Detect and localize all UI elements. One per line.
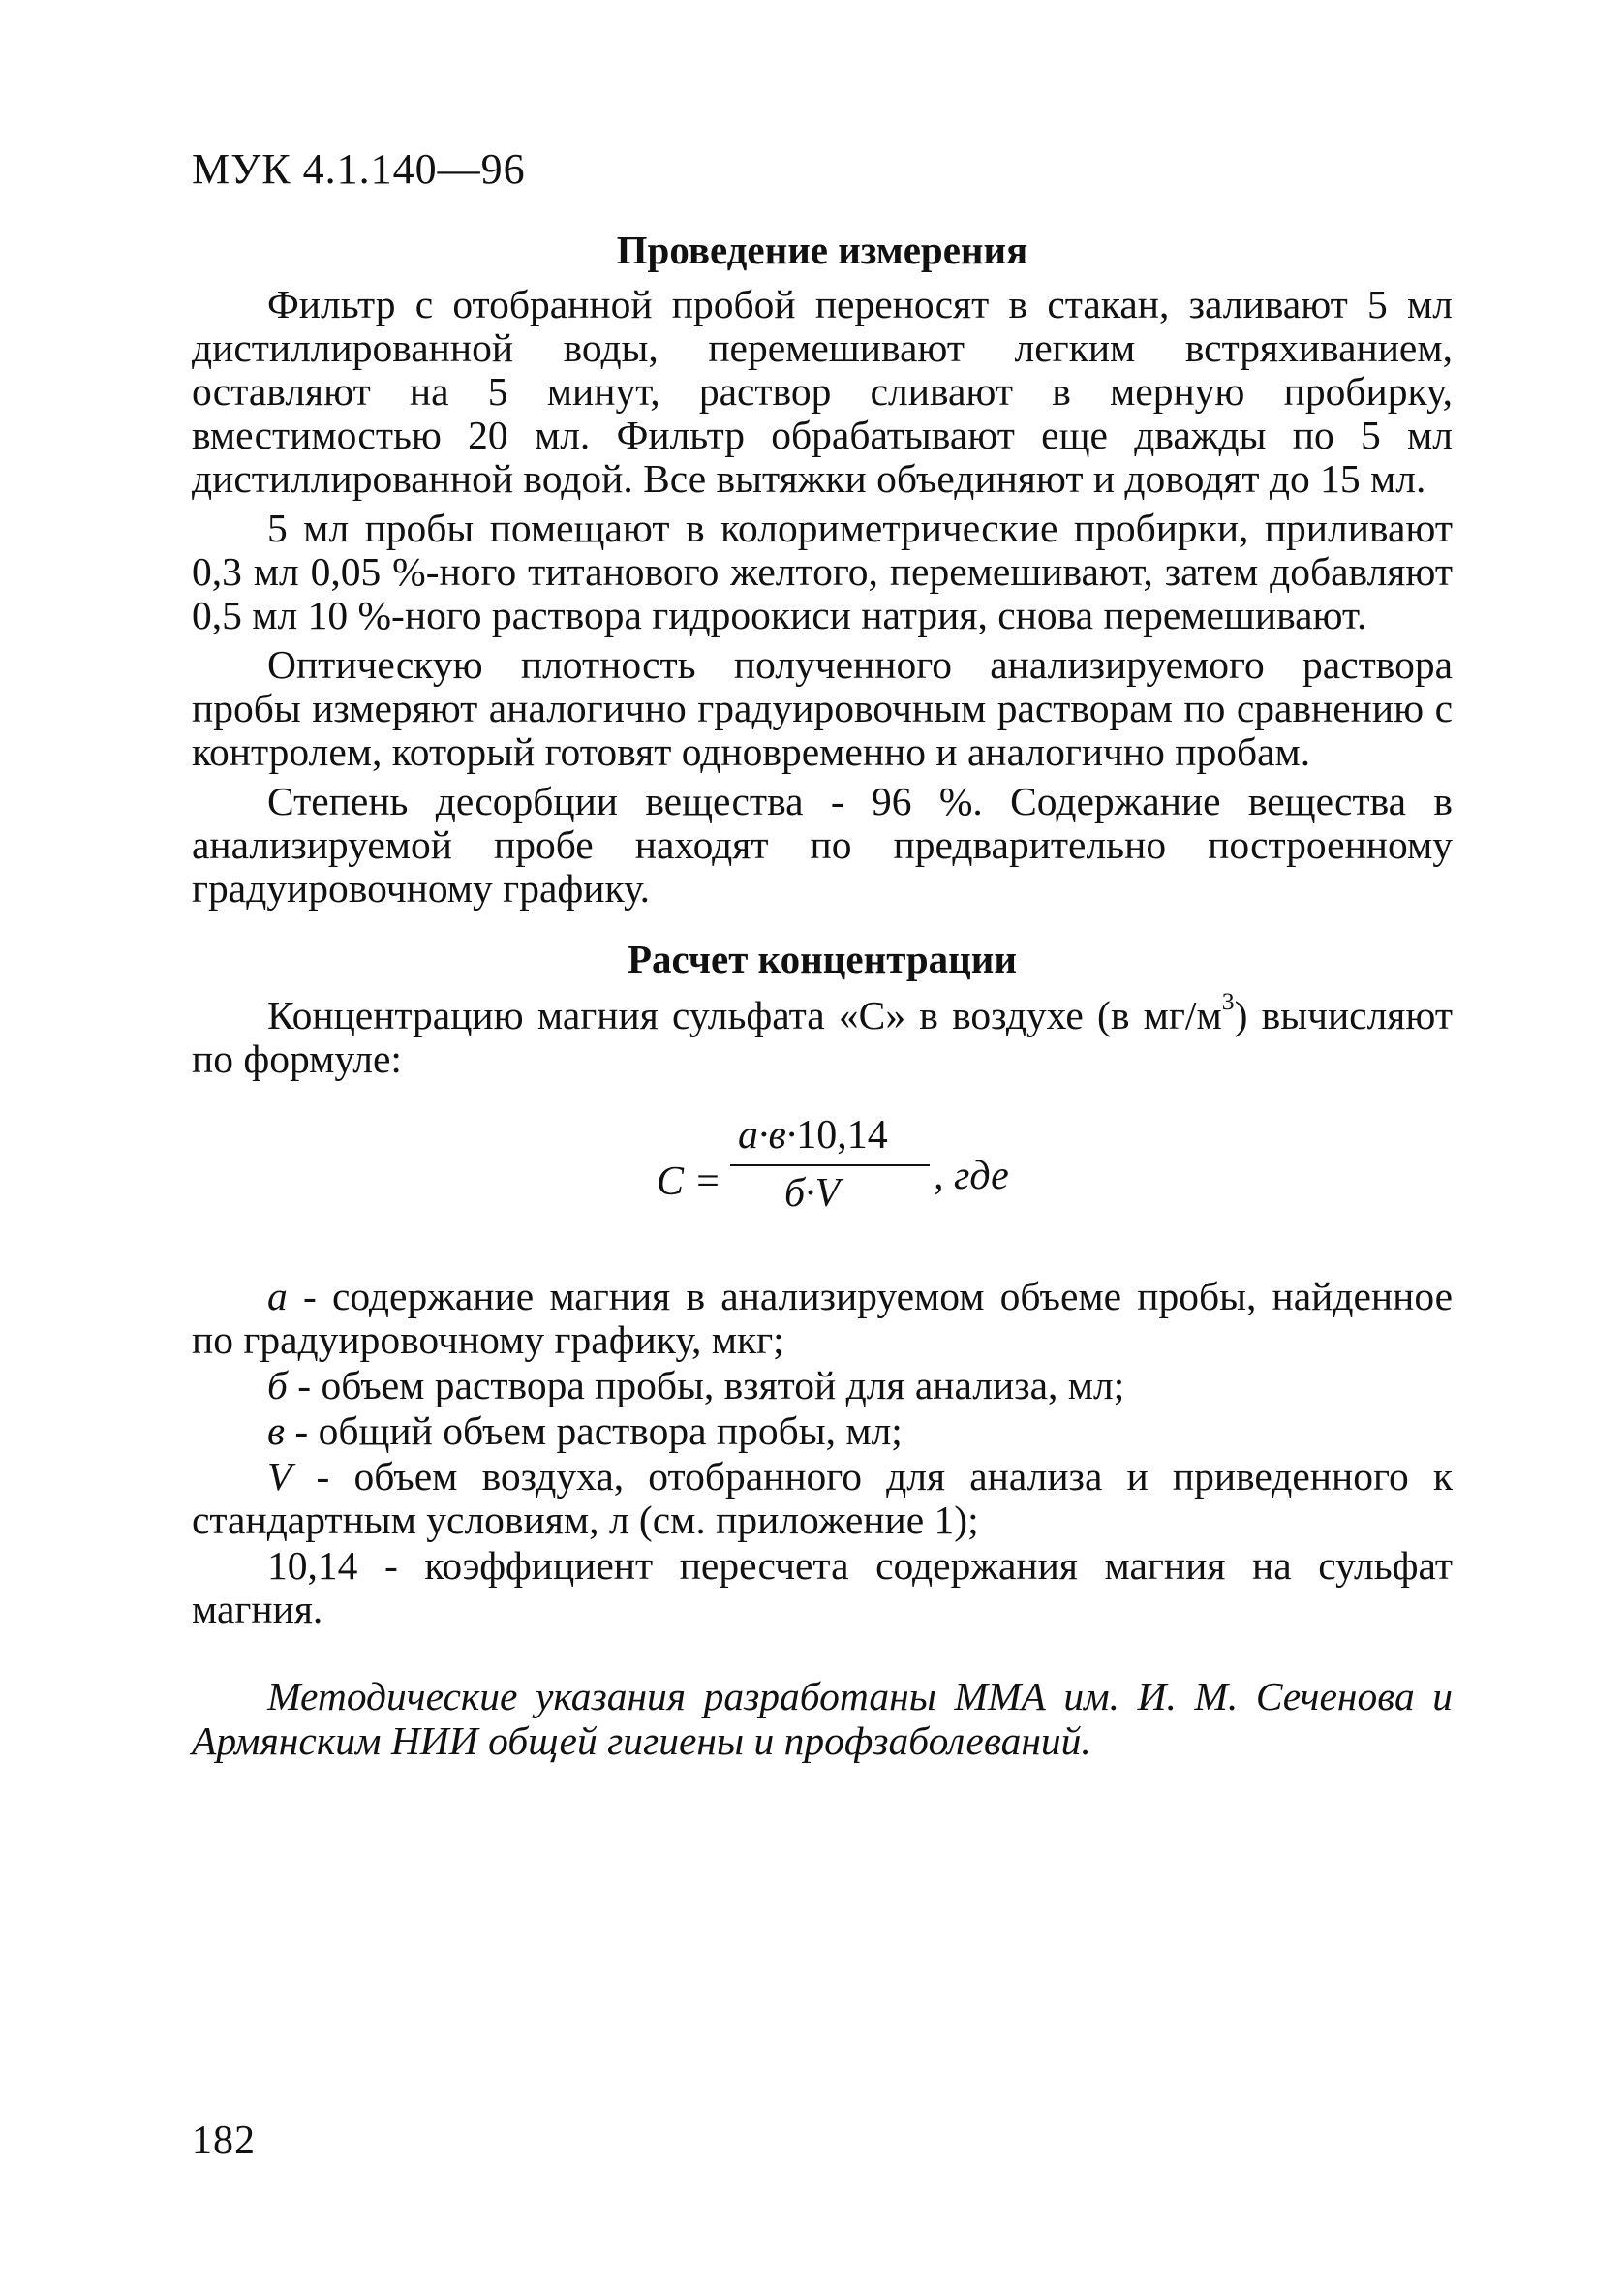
definition-a xyxy=(192,1275,1453,1362)
paragraph: Оптическую плотность полученного анализируемого раствора пробы измеряют аналогично градуировочным растворам по сравнению с контролем, который готовят одновременно и аналогично пробам. xyxy=(192,642,1453,774)
definition-coefficient xyxy=(192,1544,1453,1631)
formula-intro-tail: ) вычисляют по формуле: xyxy=(192,993,1453,1081)
formula-suffix: , где xyxy=(934,1154,1009,1198)
definition-symbol: V xyxy=(267,1454,292,1499)
section-title-measurement: Проведение измерения xyxy=(616,228,1028,272)
formula-numerator-const: 10,14 xyxy=(796,1113,888,1158)
formula-denominator: б·V xyxy=(784,1171,841,1216)
paragraph: 5 мл пробы помещают в колориметрические пробирки, приливают 0,3 мл 0,05 %-ного титанового желтого, перемешивают, затем добавляют 0,5 мл 10 %-ного раствора гидроокиси натрия, снова перемешивают. xyxy=(192,506,1453,637)
definition-symbol: а xyxy=(267,1274,288,1318)
fraction-bar xyxy=(730,1164,930,1166)
section-title-calculation: Расчет концентрации xyxy=(627,937,1018,981)
formula-numerator-vars: а·в· xyxy=(738,1113,797,1158)
document-code: МУК 4.1.140—96 xyxy=(192,145,526,193)
definition-text: - объем раствора пробы, взятой для анализа, мл; xyxy=(287,1363,1125,1407)
authors-credit: Методические указания разработаны ММА им. И. М. Сеченова и Армянским НИИ общей гигиены и профзаболеваний. xyxy=(192,1674,1453,1763)
paragraph: Фильтр с отобранной пробой переносят в стакан, заливают 5 мл дистиллированной воды, перемешивают легким встряхиванием, оставляют на 5 минут, раствор сливают в мерную пробирку, вместимостью 20 мл. Фильтр обрабатывают еще дважды по 5 мл дистиллированной водой. Все вытяжки объединяют и доводят до 15 мл. xyxy=(192,282,1453,501)
variable-definitions xyxy=(192,1275,1453,1631)
definition-symbol: б xyxy=(267,1363,288,1407)
formula-intro-superscript: 3 xyxy=(1221,987,1235,1016)
definition-text: 10,14 - коэффициент пересчета содержания магния на сульфат магния. xyxy=(192,1543,1453,1631)
formula-numerator xyxy=(738,1112,888,1159)
definition-text: - содержание магния в анализируемом объеме пробы, найденное по градуировочному графику, мкг; xyxy=(192,1274,1453,1362)
definition-symbol: в xyxy=(267,1408,286,1453)
definition-text: - общий объем раствора пробы, мл; xyxy=(285,1408,903,1453)
formula-intro-text: Концентрацию магния сульфата «С» в воздухе (в мг/м xyxy=(267,993,1222,1037)
document-page xyxy=(192,145,1453,1804)
definition-volume xyxy=(192,1455,1453,1542)
definition-b xyxy=(192,1364,1453,1407)
page-number: 182 xyxy=(192,2119,256,2163)
concentration-formula xyxy=(192,1110,1453,1246)
formula-lhs: C = xyxy=(657,1160,721,1204)
formula-intro xyxy=(192,987,1453,1081)
paragraph: Степень десорбции вещества - 96 %. Содержание вещества в анализируемой пробе находят по предварительно построенному градуировочному графику. xyxy=(192,779,1453,911)
definition-text: - объем воздуха, отобранного для анализа и приведенного к стандартным условиям, л (см. приложение 1); xyxy=(192,1454,1453,1542)
definition-v xyxy=(192,1409,1453,1453)
